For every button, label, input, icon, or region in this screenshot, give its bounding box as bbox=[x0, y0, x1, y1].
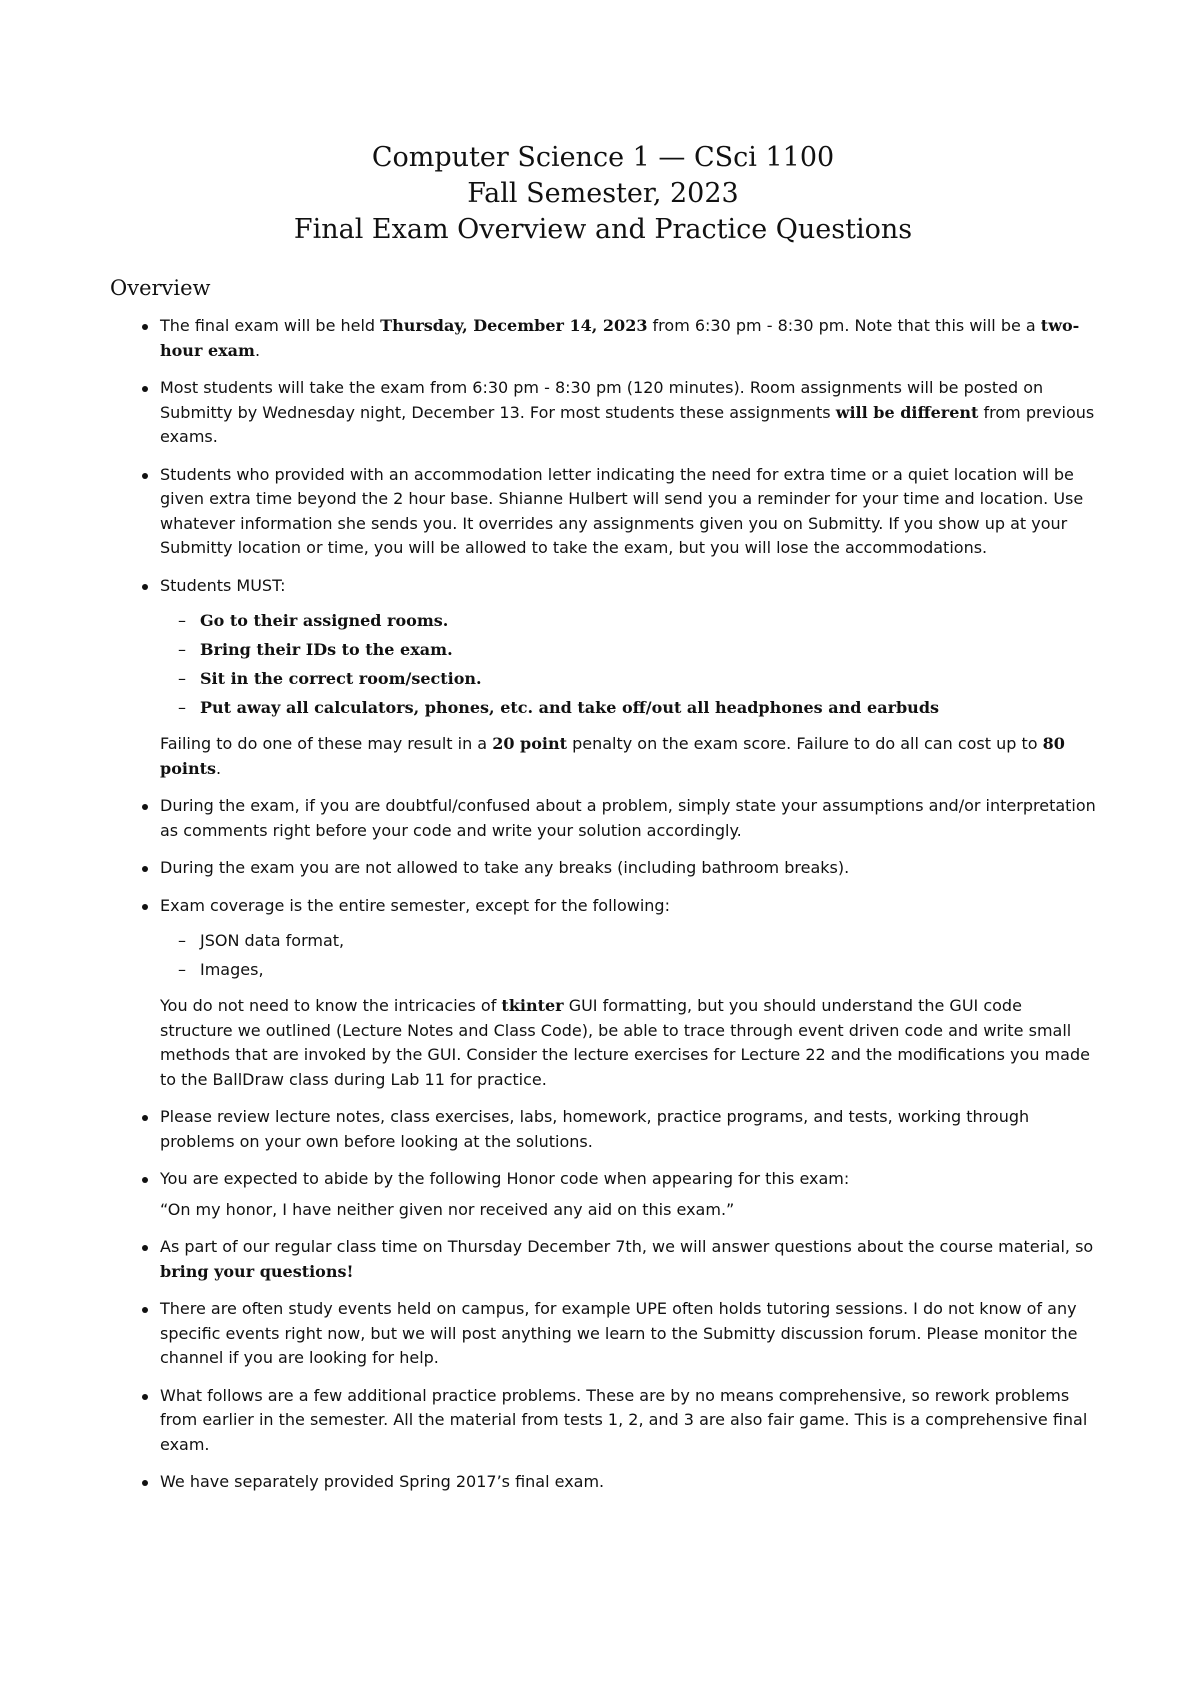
list-item: – Put away all calculators, phones, etc. and take off/out all headphones and earbuds bbox=[200, 693, 1096, 722]
document-title bbox=[110, 140, 1096, 248]
must-list bbox=[160, 606, 1096, 722]
penalty-note: Failing to do one of these may result in a 20 point penalty on the exam score. Failure to do all can cost up to 80 points. bbox=[160, 734, 1065, 778]
bullet-students-must: Students MUST: – Go to their assigned rooms. – Bring their IDs to the exam. – Sit in the correct room/section. – Put away all calculators, phones, etc. and take off/out all headphones and earbuds Failing to do one of these may result in a 20 point penalty on the exam score. Failure to do all can cost up to 80 points. bbox=[160, 574, 1096, 782]
bullet-class-questions: As part of our regular class time on Thursday December 7th, we will answer questions about the course material, so bring your questions! bbox=[160, 1235, 1096, 1284]
bullet-previous-exam: We have separately provided Spring 2017’s final exam. bbox=[160, 1470, 1096, 1495]
course-title: Computer Science 1 — CSci 1100 bbox=[371, 142, 835, 173]
bullet-study-events: There are often study events held on campus, for example UPE often holds tutoring sessions. I do not know of any specific events right now, but we will post anything we learn to the Submitty discussion forum. Please monitor the channel if you are looking for help. bbox=[160, 1297, 1096, 1371]
gui-note: You do not need to know the intricacies of tkinter GUI formatting, but you should understand the GUI code structure we outlined (Lecture Notes and Class Code), be able to trace through event driven code and write small methods that are invoked by the GUI. Consider the lecture exercises for Lecture 22 and the modifications you made to the BallDraw class during Lab 11 for practice. bbox=[160, 996, 1090, 1089]
semester-title: Fall Semester, 2023 bbox=[467, 178, 739, 209]
list-item: – Sit in the correct room/section. bbox=[200, 664, 1096, 693]
exceptions-list bbox=[160, 926, 1096, 984]
bullet-assumptions: During the exam, if you are doubtful/confused about a problem, simply state your assumptions and/or interpretation as comments right before your code and write your solution accordingly. bbox=[160, 794, 1096, 843]
bullet-no-breaks: During the exam you are not allowed to take any breaks (including bathroom breaks). bbox=[160, 856, 1096, 881]
section-heading-overview: Overview bbox=[110, 276, 211, 300]
honor-code-quote: “On my honor, I have neither given nor received any aid on this exam.” bbox=[160, 1199, 735, 1219]
list-item: – JSON data format, bbox=[200, 926, 1096, 955]
overview-list bbox=[110, 314, 1096, 1495]
list-item: – Go to their assigned rooms. bbox=[200, 606, 1096, 635]
list-item: – Images, bbox=[200, 955, 1096, 984]
exam-title: Final Exam Overview and Practice Questions bbox=[293, 214, 913, 245]
bullet-room-assignments: Most students will take the exam from 6:30 pm - 8:30 pm (120 minutes). Room assignments will be posted on Submitty by Wednesday night, December 13. For most students these assignments will be different from previous exams. bbox=[160, 376, 1096, 450]
exam-date: Thursday, December 14, 2023 bbox=[380, 316, 648, 335]
exam-duration: two-hour exam bbox=[160, 316, 1080, 360]
bullet-exam-coverage: Exam coverage is the entire semester, except for the following: – JSON data format, – Images, You do not need to know the intricacies of tkinter GUI formatting, but you should understand the GUI code structure we outlined (Lecture Notes and Class Code), be able to trace through event driven code and write small methods that are invoked by the GUI. Consider the lecture exercises for Lecture 22 and the modifications you made to the BallDraw class during Lab 11 for practice. bbox=[160, 894, 1096, 1093]
bullet-exam-date: The final exam will be held Thursday, December 14, 2023 from 6:30 pm - 8:30 pm. Note that this will be a two-hour exam. bbox=[160, 314, 1096, 363]
list-item: – Bring their IDs to the exam. bbox=[200, 635, 1096, 664]
bullet-review: Please review lecture notes, class exercises, labs, homework, practice programs, and tests, working through problems on your own before looking at the solutions. bbox=[160, 1105, 1096, 1154]
bullet-practice-problems: What follows are a few additional practice problems. These are by no means comprehensive, so rework problems from earlier in the semester. All the material from tests 1, 2, and 3 are also fair game. This is a comprehensive final exam. bbox=[160, 1384, 1096, 1458]
bullet-honor-code: You are expected to abide by the following Honor code when appearing for this exam: “On my honor, I have neither given nor received any aid on this exam.” bbox=[160, 1167, 1096, 1222]
bullet-accommodations: Students who provided with an accommodation letter indicating the need for extra time or a quiet location will be given extra time beyond the 2 hour base. Shianne Hulbert will send you a reminder for your time and location. Use whatever information she sends you. It overrides any assignments given you on Submitty. If you show up at your Submitty location or time, you will be allowed to take the exam, but you will lose the accommodations. bbox=[160, 463, 1096, 561]
